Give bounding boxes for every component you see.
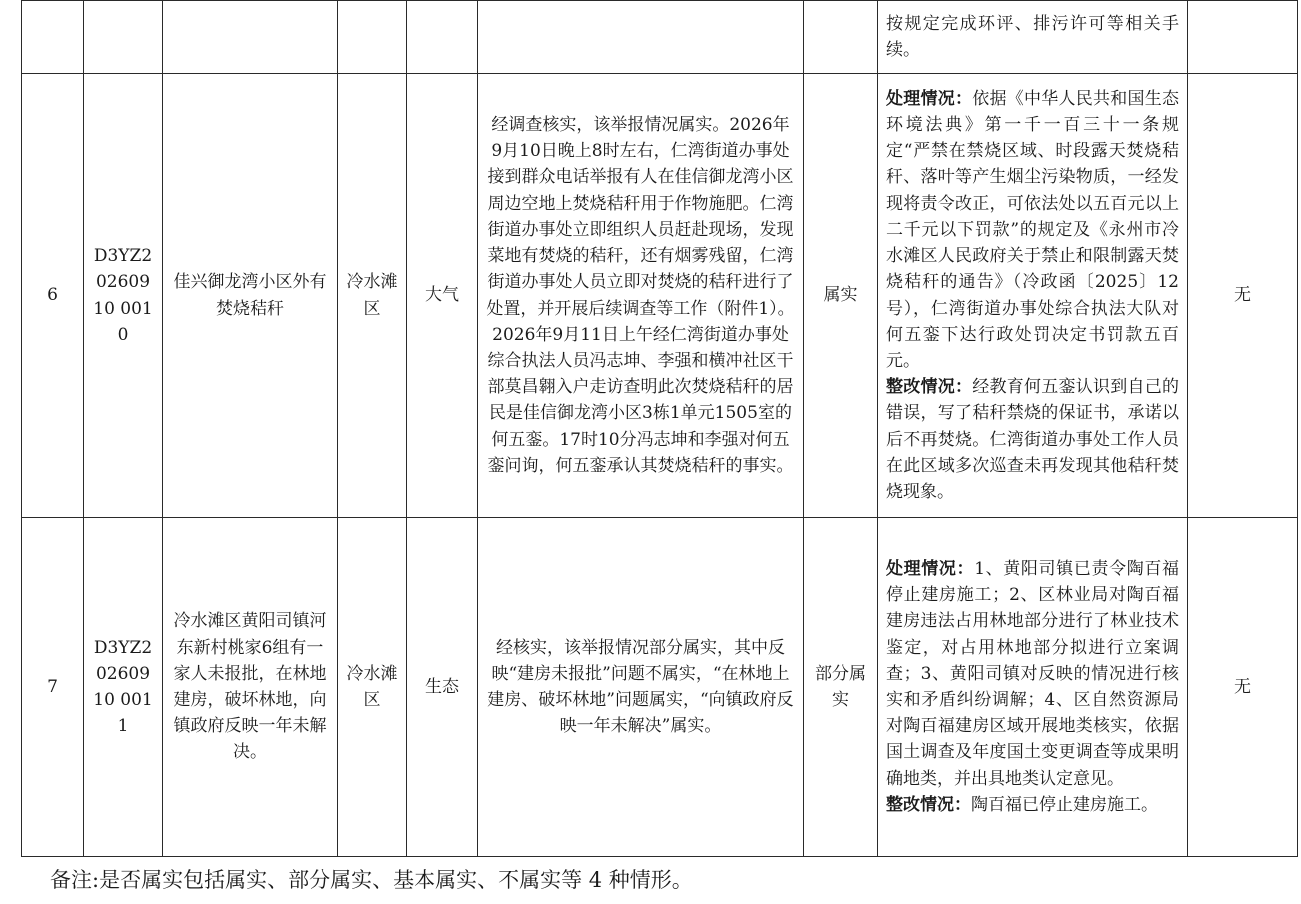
rectify-paragraph bbox=[886, 374, 1179, 505]
verdict: 属实 bbox=[804, 74, 878, 518]
row-number: 6 bbox=[22, 74, 84, 518]
case-code: D3YZ20260910 0010 bbox=[84, 74, 163, 518]
case-code bbox=[84, 1, 163, 74]
district: 冷水滩区 bbox=[338, 518, 407, 857]
handling-text: 依据《中华人民共和国生态环境法典》第一千一百三十一条规定“严禁在禁烧区域、时段露天焚烧秸秆、落叶等产生烟尘污染物质，一经发现将责令改正，可依法处以五百元以上二千元以下罚款”的规定及《永州市冷水滩区人民政府关于禁止和限制露天焚烧秸秆的通告》（冷政函〔2025〕12号），仁湾街道办事处综合执法大队对何五銮下达行政处罚决定书罚款五百元。 bbox=[886, 88, 1179, 371]
investigation-finding bbox=[478, 1, 804, 74]
row-number: 7 bbox=[22, 518, 84, 857]
rectify-label: 整改情况： bbox=[886, 377, 973, 398]
handling-label: 处理情况： bbox=[886, 558, 975, 579]
accountability bbox=[1188, 1, 1298, 74]
pollution-type: 生态 bbox=[407, 518, 478, 857]
pollution-type: 大气 bbox=[407, 74, 478, 518]
rectify-label: 整改情况： bbox=[886, 794, 971, 815]
accountability: 无 bbox=[1188, 518, 1298, 857]
rectify-paragraph bbox=[886, 792, 1179, 818]
rectify-text: 经教育何五銮认识到自己的错误，写了秸秆禁烧的保证书，承诺以后不再焚烧。仁湾街道办事处工作人员在此区域多次巡查未再发现其他秸秆焚烧现象。 bbox=[886, 377, 1179, 502]
accountability: 无 bbox=[1188, 74, 1298, 518]
handling-paragraph bbox=[886, 86, 1179, 374]
investigation-finding: 经核实，该举报情况部分属实，其中反映“建房未报批”问题不属实，“在林地上建房、破坏林地”问题属实，“向镇政府反映一年未解决”属实。 bbox=[478, 518, 804, 857]
handling-text: 1、黄阳司镇已责令陶百福停止建房施工；2、区林业局对陶百福建房违法占用林地部分进行了林业技术鉴定，对占用林地部分拟进行立案调查；3、黄阳司镇对反映的情况进行核实和矛盾纠纷调解；4、区自然资源局对陶百福建房区域开展地类核实，依据国土调查及年度国土变更调查等成果明确地类，并出具地类认定意见。 bbox=[886, 558, 1179, 789]
complaint-table bbox=[21, 0, 1298, 857]
table-row bbox=[22, 518, 1298, 857]
handling-text: 按规定完成环评、排污许可等相关手续。 bbox=[886, 13, 1179, 60]
verdict: 部分属实 bbox=[804, 518, 878, 857]
row-number bbox=[22, 1, 84, 74]
rectify-text: 陶百福已停止建房施工。 bbox=[971, 794, 1158, 815]
pollution-type bbox=[407, 1, 478, 74]
handling-cell bbox=[878, 74, 1188, 518]
complaint-content: 冷水滩区黄阳司镇河东新村桃家6组有一家人未报批，在林地建房，破坏林地，向镇政府反映一年未解决。 bbox=[163, 518, 338, 857]
complaint-content bbox=[163, 1, 338, 74]
table-row bbox=[22, 74, 1298, 518]
district: 冷水滩区 bbox=[338, 74, 407, 518]
footnote: 备注:是否属实包括属实、部分属实、基本属实、不属实等 4 种情形。 bbox=[50, 868, 693, 892]
table-row bbox=[22, 1, 1298, 74]
handling-paragraph bbox=[886, 556, 1179, 792]
verdict bbox=[804, 1, 878, 74]
handling-cell bbox=[878, 518, 1188, 857]
district bbox=[338, 1, 407, 74]
handling-cell bbox=[878, 1, 1188, 74]
handling-label: 处理情况： bbox=[886, 88, 973, 109]
investigation-finding: 经调查核实，该举报情况属实。2026年9月10日晚上8时左右，仁湾街道办事处接到群众电话举报有人在佳信御龙湾小区周边空地上焚烧秸秆用于作物施肥。仁湾街道办事处立即组织人员赶赴现场，发现菜地有焚烧的秸秆，还有烟雾残留，仁湾街道办事处人员立即对焚烧的秸秆进行了处置，并开展后续调查等工作（附件1）。2026年9月11日上午经仁湾街道办事处综合执法人员冯志坤、李强和横冲社区干部莫昌翱入户走访查明此次焚烧秸秆的居民是佳信御龙湾小区3栋1单元1505室的何五銮。17时10分冯志坤和李强对何五銮问询，何五銮承认其焚烧秸秆的事实。 bbox=[478, 74, 804, 518]
case-code: D3YZ20260910 0011 bbox=[84, 518, 163, 857]
complaint-content: 佳兴御龙湾小区外有焚烧秸秆 bbox=[163, 74, 338, 518]
